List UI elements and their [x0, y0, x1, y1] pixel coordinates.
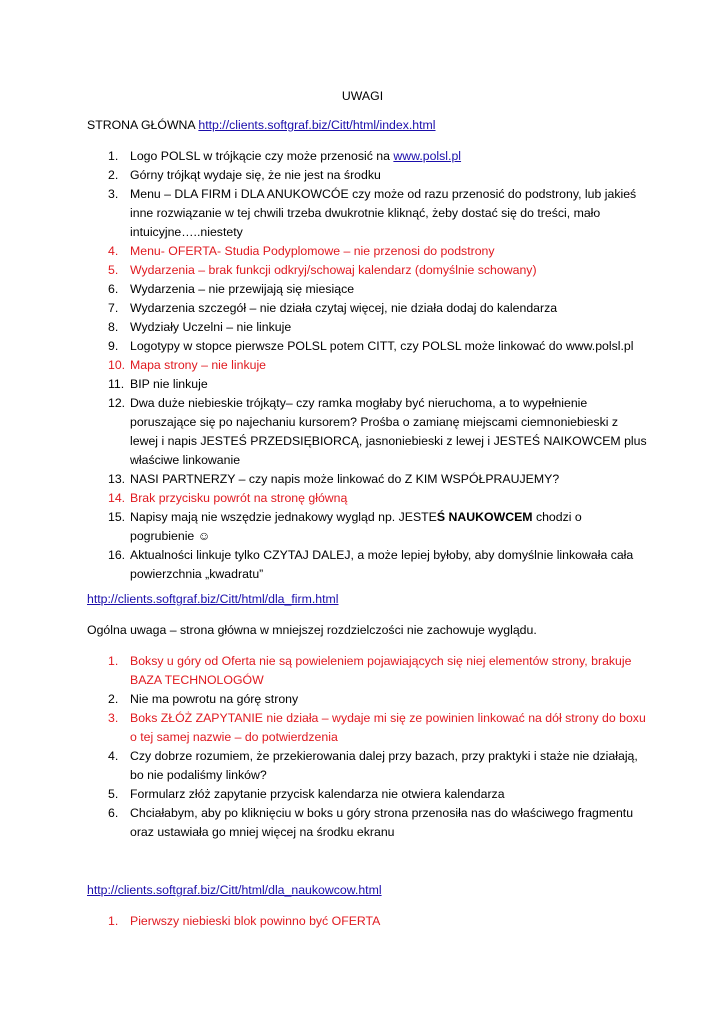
list-item: 11. BIP nie linkuje: [108, 377, 208, 391]
list-item: 5. Formularz złóż zapytanie przycisk kalendarza nie otwiera kalendarza: [108, 787, 505, 801]
list-item: 6. Wydarzenia – nie przewijają się miesiące: [108, 282, 355, 296]
list-item: 14. Brak przycisku powrót na stronę główną: [108, 491, 348, 505]
section-dla-firm-heading: [87, 590, 647, 609]
list-item: 4. Czy dobrze rozumiem, że przekierowania dalej przy bazach, przy praktyki i staże nie działają, bo nie podaliśmy linków?: [108, 749, 638, 782]
general-note: Ogólna uwaga – strona główna w mniejszej rozdzielczości nie zachowuje wyglądu.: [87, 623, 537, 637]
dla-firm-url-link[interactable]: http://clients.softgraf.biz/Citt/html/dla_firm.html: [87, 592, 339, 606]
list-item: 2. Nie ma powrotu na górę strony: [108, 692, 299, 706]
homepage-url-link[interactable]: http://clients.softgraf.biz/Citt/html/index.html: [198, 118, 436, 132]
list-item: 10. Mapa strony – nie linkuje: [108, 358, 267, 372]
list-item: 9. Logotypy w stopce pierwsze POLSL potem CITT, czy POLSL może linkować do www.polsl.pl: [108, 339, 634, 353]
smiley-emoticon: ☺: [197, 529, 211, 543]
list-item: 4. Menu- OFERTA- Studia Podyplomowe – nie przenosi do podstrony: [108, 244, 495, 258]
section-dla-naukowcow-heading: [87, 881, 647, 900]
list-item: 1. Logo POLSL w trójkącie czy może przenosić na www.polsl.pl: [108, 149, 462, 163]
document-title: UWAGI: [341, 89, 384, 103]
list-item: 13. NASI PARTNERZY – czy napis może linkować do Z KIM WSPÓŁPRAUJEMY?: [108, 472, 560, 486]
list-item: 3. Menu – DLA FIRM i DLA ANUKOWCÓE czy może od razu przenosić do podstrony, lub jakieś inne rozwiązanie w tej chwili trzeba dwukrotnie kliknąć, żeby dostać się do treści, mało intuicyjne…..niestety: [108, 187, 637, 239]
list-item: 1. Boksy u góry od Oferta nie są powieleniem pojawiających się niej elementów strony, brakuje BAZA TECHNOLOGÓW: [108, 654, 632, 687]
dla-naukowcow-url-link[interactable]: http://clients.softgraf.biz/Citt/html/dla_naukowcow.html: [87, 883, 382, 897]
list-item: 12. Dwa duże niebieskie trójkąty– czy ramka mogłaby być nieruchoma, a to wypełnienie poruszające się po najechaniu kursorem? Prośba o zamianę miejscami ciemnoniebieski z lewej i napis JESTEŚ PRZEDSIĘBIORCĄ, jasnoniebieski z lewej i JESTEŚ NAIKOWCEM plus właściwe linkowanie: [108, 396, 647, 467]
polsl-link[interactable]: www.polsl.pl: [393, 149, 462, 163]
list-item: 8. Wydziały Uczelni – nie linkuje: [108, 320, 292, 334]
list-item: 3. Boks ZŁÓŻ ZAPYTANIE nie działa – wydaje mi się ze powinien linkować na dół strony do boxu o tej samej nazwie – do potwierdzenia: [108, 711, 646, 744]
list-item: 7. Wydarzenia szczegół – nie działa czytaj więcej, nie działa dodaj do kalendarza: [108, 301, 558, 315]
homepage-issues-list: [87, 147, 647, 584]
list-item: 15. Napisy mają nie wszędzie jednakowy wygląd np. JESTEŚ NAUKOWCEM chodzi o pogrubienie ☺: [108, 510, 582, 543]
list-item: 6. Chciałabym, aby po kliknięciu w boks u góry strona przenosiła nas do właściwego fragmentu oraz ustawiała go mniej więcej na środku ekranu: [108, 806, 634, 839]
section-homepage-label: STRONA GŁÓWNA: [87, 118, 199, 132]
dla-naukowcow-issues-list: [87, 912, 647, 931]
list-item: 2. Górny trójkąt wydaje się, że nie jest na środku: [108, 168, 381, 182]
list-item: 5. Wydarzenia – brak funkcji odkryj/schowaj kalendarz (domyślnie schowany): [108, 263, 537, 277]
list-item: 1. Pierwszy niebieski blok powinno być OFERTA: [108, 914, 381, 928]
section-homepage-heading: [87, 116, 647, 135]
dla-firm-issues-list: [87, 652, 647, 842]
list-item: 16. Aktualności linkuje tylko CZYTAJ DALEJ, a może lepiej byłoby, aby domyślnie linkowała cała powierzchnia „kwadratu”: [108, 548, 634, 581]
